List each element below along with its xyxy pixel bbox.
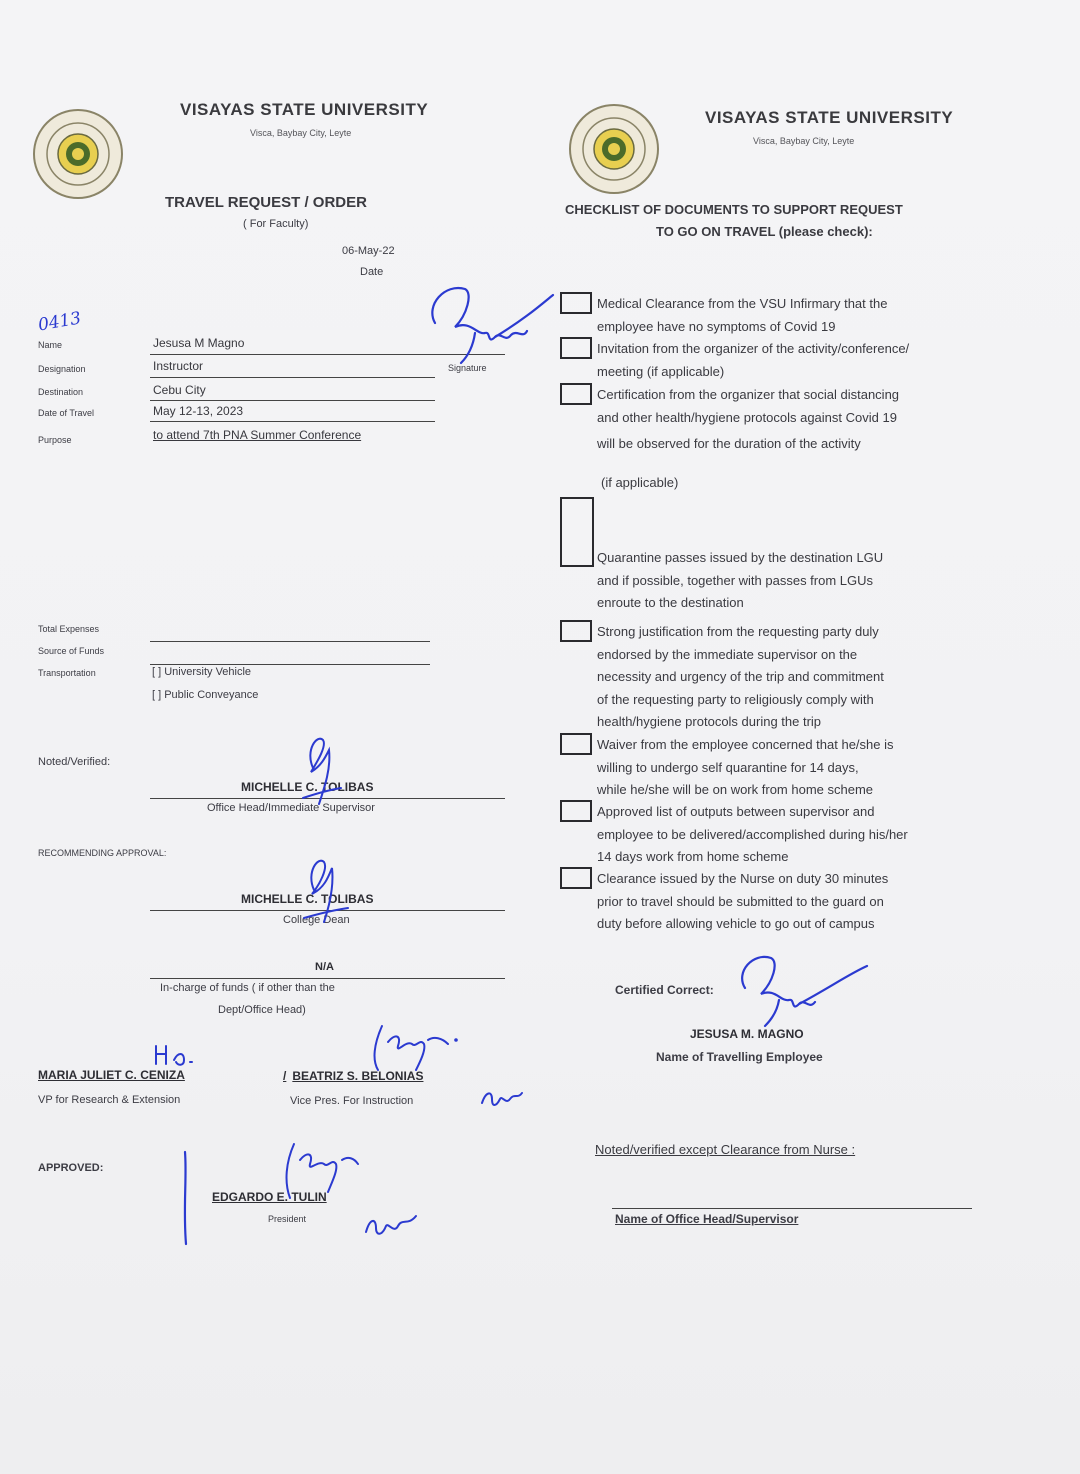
field-value-destination: Cebu City xyxy=(153,383,206,397)
checklist-header-line-1: CHECKLIST OF DOCUMENTS TO SUPPORT REQUEST xyxy=(565,202,903,217)
noted-name: MICHELLE C. TOLIBAS xyxy=(241,780,374,794)
item-invitation: Invitation from the organizer of the activity/conference/ meeting (if applicable) xyxy=(597,341,910,379)
university-address-right: Visca, Baybay City, Leyte xyxy=(753,136,855,146)
university-seal-right xyxy=(568,103,660,195)
approved-label: APPROVED: xyxy=(38,1162,104,1174)
vp-instruction-title: Vice Pres. For Instruction xyxy=(290,1095,414,1107)
transportation-label: Transportation xyxy=(38,668,96,678)
noted-title: Office Head/Immediate Supervisor xyxy=(207,802,375,814)
university-address: Visca, Baybay City, Leyte xyxy=(250,128,352,138)
president-initial xyxy=(362,1210,422,1244)
form-title: TRAVEL REQUEST / ORDER xyxy=(165,194,367,211)
source-of-funds-line xyxy=(150,664,430,665)
office-head-signature-line xyxy=(612,1208,972,1209)
recommending-approval-label: RECOMMENDING APPROVAL: xyxy=(38,848,167,858)
field-value-name: Jesusa M Magno xyxy=(153,336,245,350)
date-label: Date xyxy=(360,266,384,278)
noted-signature xyxy=(295,728,345,808)
field-label-name: Name xyxy=(38,340,63,350)
office-head-label: Name of Office Head/Supervisor xyxy=(615,1212,799,1226)
employee-name: JESUSA M. MAGNO xyxy=(690,1027,804,1041)
funds-title-line-2: Dept/Office Head) xyxy=(218,1004,306,1016)
noted-except-label: Noted/verified except Clearance from Nurse : xyxy=(595,1142,856,1157)
checkbox-waiver[interactable] xyxy=(560,733,592,755)
designation-line xyxy=(150,377,435,378)
vp-research-initials xyxy=(150,1042,200,1070)
president-title: President xyxy=(268,1214,307,1224)
item-waiver: Waiver from the employee concerned that he/she is willing to undergo self quarantine for 14 days, while he/she will be on work from home scheme xyxy=(597,737,894,797)
funds-signature-line xyxy=(150,978,505,979)
item-medical-clearance: Medical Clearance from the VSU Infirmary that the employee have no symptoms of Covid 19 xyxy=(597,296,888,334)
checkbox-certification[interactable] xyxy=(560,383,592,405)
university-seal-left xyxy=(32,108,124,200)
checklist-header-line-2: TO GO ON TRAVEL (please check): xyxy=(656,224,873,239)
field-value-date-of-travel: May 12-13, 2023 xyxy=(153,404,244,418)
checkbox-justification[interactable] xyxy=(560,620,592,642)
field-value-designation: Instructor xyxy=(153,359,204,373)
president-signature xyxy=(282,1138,362,1208)
item-nurse-clearance: Clearance issued by the Nurse on duty 30 minutes prior to travel should be submitted to the guard on duty before allowing vehicle to go out of campus xyxy=(597,871,889,931)
employee-signature xyxy=(725,948,870,1028)
certified-correct-label: Certified Correct: xyxy=(615,983,714,997)
checkbox-nurse-clearance[interactable] xyxy=(560,867,592,889)
item-quarantine-passes: Quarantine passes issued by the destination LGU and if possible, together with passes from LGUs enroute to the destination xyxy=(597,550,884,610)
field-label-purpose: Purpose xyxy=(38,435,72,445)
total-expenses-label: Total Expenses xyxy=(38,624,100,634)
field-label-date-of-travel: Date of Travel xyxy=(38,408,95,418)
recommending-title: College Dean xyxy=(283,914,350,926)
field-label-designation: Designation xyxy=(38,364,86,374)
field-value-purpose: to attend 7th PNA Summer Conference xyxy=(153,428,362,442)
date-value: 06-May-22 xyxy=(342,245,395,257)
university-name: VISAYAS STATE UNIVERSITY xyxy=(180,100,429,119)
item-certification: Certification from the organizer that social distancing and other health/hygiene protocols against Covid 19 will be observed for the duration of the activity (if applicable) xyxy=(597,387,900,490)
transport-option-university-vehicle: [ ] University Vehicle xyxy=(152,666,252,678)
transport-option-public-conveyance: [ ] Public Conveyance xyxy=(152,689,259,701)
item-justification: Strong justification from the requesting party duly endorsed by the immediate supervisor on the necessity and urgency of the trip and commitment of the requesting party to religiously comply with health/hygiene protocols during the trip xyxy=(597,624,884,729)
form-subtitle: ( For Faculty) xyxy=(243,218,309,230)
date-of-travel-line xyxy=(150,421,435,422)
vp-instruction-signature xyxy=(368,1020,468,1080)
total-expenses-line xyxy=(150,641,430,642)
checkbox-invitation[interactable] xyxy=(560,337,592,359)
president-name: EDGARDO E. TULIN xyxy=(212,1190,327,1204)
destination-line xyxy=(150,400,435,401)
signature-label: Signature xyxy=(448,363,487,373)
checkbox-medical-clearance[interactable] xyxy=(560,292,592,314)
vp-research-title: VP for Research & Extension xyxy=(38,1094,181,1106)
employee-title: Name of Travelling Employee xyxy=(656,1050,823,1064)
handwritten-reference-note: 0413 xyxy=(36,308,83,336)
noted-verified-label: Noted/Verified: xyxy=(38,756,111,768)
recommending-name: MICHELLE C. TOLIBAS xyxy=(241,892,374,906)
approval-vertical-mark xyxy=(175,1148,195,1248)
source-of-funds-label: Source of Funds xyxy=(38,646,105,656)
applicant-signature xyxy=(415,275,555,370)
funds-title-line-1: In-charge of funds ( if other than the xyxy=(160,982,335,994)
checkbox-quarantine-passes[interactable] xyxy=(560,497,594,567)
item-approved-outputs: Approved list of outputs between supervisor and employee to be delivered/accomplished during his/her 14 days work from home scheme xyxy=(597,804,908,864)
vp-instruction-name: / BEATRIZ S. BELONIAS xyxy=(283,1069,424,1083)
vp-instruction-initial xyxy=(478,1085,526,1115)
funds-na-value: N/A xyxy=(315,961,334,973)
vp-research-name: MARIA JULIET C. CENIZA xyxy=(38,1068,185,1082)
field-label-destination: Destination xyxy=(38,387,84,397)
recommending-signature xyxy=(298,848,353,928)
checkbox-approved-outputs[interactable] xyxy=(560,800,592,822)
university-name-right: VISAYAS STATE UNIVERSITY xyxy=(705,108,954,127)
